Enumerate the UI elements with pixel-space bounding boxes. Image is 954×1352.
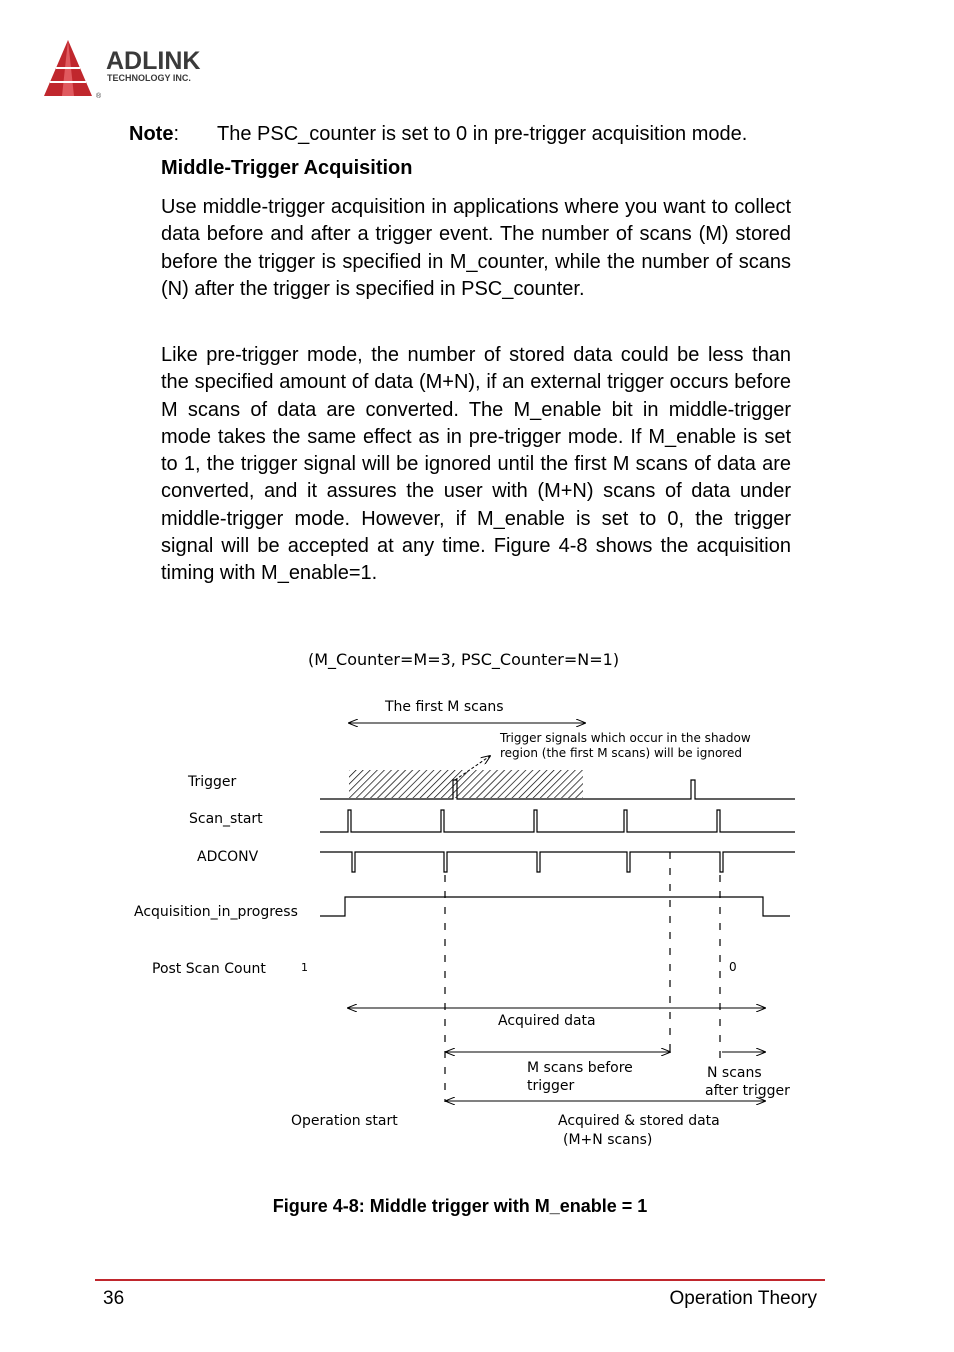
trigger-label: Trigger <box>188 774 237 790</box>
logo-registered-mark: ® <box>96 93 102 100</box>
paragraph-m-enable: Like pre-trigger mode, the number of stored data could be less than the specified amount of data (M+N), if an external trigger occurs before M scans of data are converted. The M_enable bit in middle-trigger mode takes the same effect as in pre-trigger mode. If M_enable is set to 1, the trigger signal will be ignored until the first M scans of data are converted, and it assures the user with (M+N) scans of data under middle-trigger mode. However, if M_enable is set to 0, the trigger signal will be accepted at any time. Figure 4-8 shows the acquisition timing with M_enable=1. <box>161 344 791 585</box>
count-start-value: 1 <box>301 961 308 974</box>
m-scans-label-line2: trigger <box>527 1078 575 1094</box>
note-line <box>129 123 747 146</box>
n-scans-label-line2: after trigger <box>705 1083 790 1099</box>
footer-divider <box>95 1279 825 1281</box>
figure-caption: Figure 4-8: Middle trigger with M_enable = 1 <box>272 1196 648 1216</box>
acquisition-label: Acquisition_in_progress <box>134 904 298 920</box>
footer-section-name: Operation Theory <box>669 1288 817 1309</box>
scan-start-waveform <box>320 810 795 832</box>
diagram-title: (M_Counter=M=3, PSC_Counter=N=1) <box>308 650 620 669</box>
trigger-shadow-region <box>349 770 583 798</box>
note-label: Note <box>129 123 174 145</box>
acquired-data-label: Acquired data <box>498 1013 596 1029</box>
operation-start-label: Operation start <box>291 1113 398 1129</box>
section-heading: Middle-Trigger Acquisition <box>161 157 413 179</box>
n-scans-label-line1: N scans <box>707 1065 762 1081</box>
scan-start-label: Scan_start <box>189 811 263 827</box>
note-text: The PSC_counter is set to 0 in pre-trigger acquisition mode. <box>217 123 748 145</box>
first-m-scans-label: The first M scans <box>385 699 504 715</box>
m-scans-label-line1: M scans before <box>527 1060 633 1076</box>
logo-name: ADLINK <box>106 47 201 75</box>
stored-data-label-line2: (M+N scans) <box>563 1132 653 1148</box>
stored-data-label-line1: Acquired & stored data <box>558 1113 720 1129</box>
shadow-note-line2: region (the first M scans) will be ignored <box>500 746 742 760</box>
timing-diagram <box>125 640 805 1160</box>
logo-triangle-icon <box>44 40 92 96</box>
logo-subtitle: TECHNOLOGY INC. <box>107 73 191 83</box>
count-end-value: 0 <box>729 960 737 974</box>
adlink-logo <box>40 38 240 100</box>
post-scan-count-label: Post Scan Count <box>152 961 266 977</box>
paragraph-intro: Use middle-trigger acquisition in applications where you want to collect data before and after a trigger event. The number of scans (M) stored before the trigger is specified in M_counter, while the number of scans (N) after the trigger is specified in PSC_counter. <box>161 196 791 300</box>
adconv-label: ADCONV <box>197 849 259 865</box>
note-colon: : <box>173 123 180 145</box>
adconv-waveform <box>320 852 795 872</box>
page-number: 36 <box>103 1288 125 1309</box>
shadow-note-line1: Trigger signals which occur in the shadow <box>500 731 751 745</box>
